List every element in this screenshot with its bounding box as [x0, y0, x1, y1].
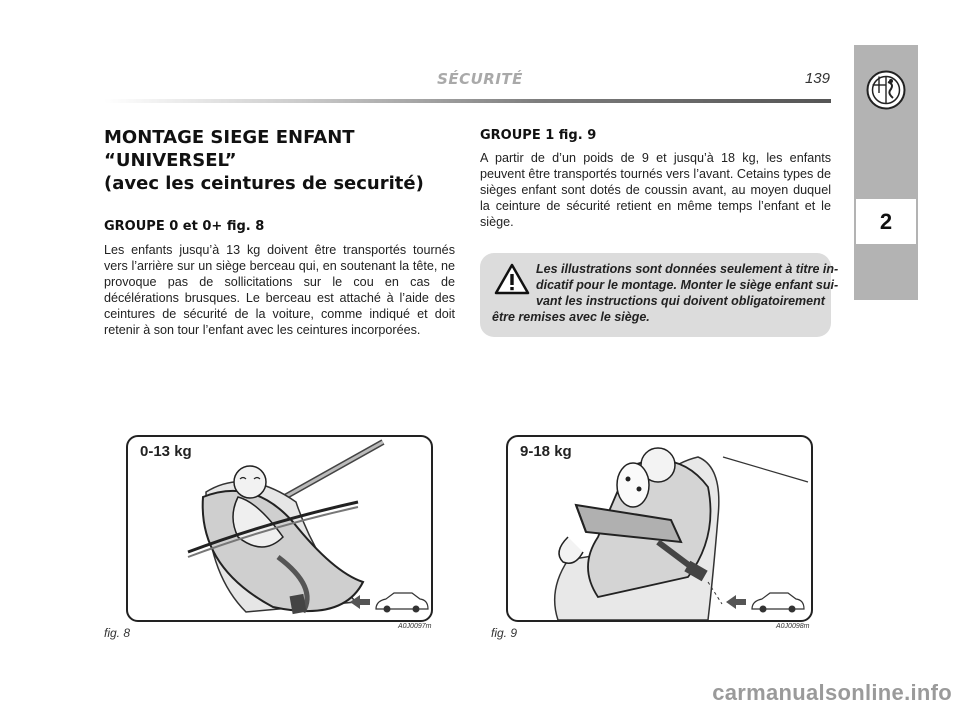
- page-number: 139: [804, 70, 830, 87]
- warning-box: [480, 253, 839, 337]
- group0-heading: GROUPE 0 et 0+ fig. 8: [104, 219, 265, 234]
- rear-facing-baby-seat-illustration: [128, 437, 431, 620]
- title-line-1: MONTAGE SIEGE ENFANT: [104, 127, 355, 148]
- figure-8-caption: fig. 8: [104, 626, 131, 640]
- main-title: [104, 126, 464, 195]
- figure-9-weight-label: 9-18 kg: [520, 443, 572, 460]
- figure-8-illustration: [126, 435, 433, 622]
- figure-9-caption: fig. 9: [491, 626, 518, 640]
- section-title: SÉCURITÉ: [437, 70, 523, 88]
- figure-8-weight-label: 0-13 kg: [140, 443, 192, 460]
- chapter-number: 2: [856, 199, 916, 244]
- warning-text: [492, 261, 839, 325]
- warning-line-2: dicatif pour le montage. Monter le siège enfant sui-: [536, 278, 839, 292]
- figure-8-code: A0J0097m: [398, 623, 432, 630]
- warning-line-3: vant les instructions qui doivent obligatoirement: [536, 294, 825, 308]
- alfa-romeo-logo-icon: [866, 70, 906, 110]
- figure-9-code: A0J0098m: [776, 623, 810, 630]
- warning-line-4: être remises avec le siège.: [492, 310, 650, 324]
- watermark-text: carmanualsonline.info: [712, 680, 952, 705]
- header-rule: [104, 99, 831, 103]
- group1-paragraph: A partir de d’un poids de 9 et jusqu’à 18 kg, les enfants peuvent être transportés tournés vers l’avant. Cetains types de sièges enfant sont dotés de coussin avant, au moyen duquel la ceinture de sécurité retient en même temps l’enfant et le siège.: [480, 151, 831, 229]
- figure-9-illustration: [506, 435, 813, 622]
- title-line-3: (avec les ceintures de securité): [104, 173, 424, 194]
- warning-line-1: Les illustrations sont données seulement à titre in-: [536, 262, 839, 276]
- group0-paragraph: Les enfants jusqu’à 13 kg doivent être transportés tournés vers l’arrière sur un siège berceau qui, en soutenant la tête, ne provoque pas de sollicitations sur le cou en cas de décélérations brusques. Le berceau est attaché à l’aide des ceintures de sécurité de la voiture, comme indiqué et doit retenir à son tour l’enfant avec les ceintures incorporées.: [104, 243, 455, 337]
- group1-heading: GROUPE 1 fig. 9: [480, 128, 597, 143]
- title-line-2: “UNIVERSEL”: [104, 150, 237, 171]
- forward-facing-child-seat-illustration: [508, 437, 811, 620]
